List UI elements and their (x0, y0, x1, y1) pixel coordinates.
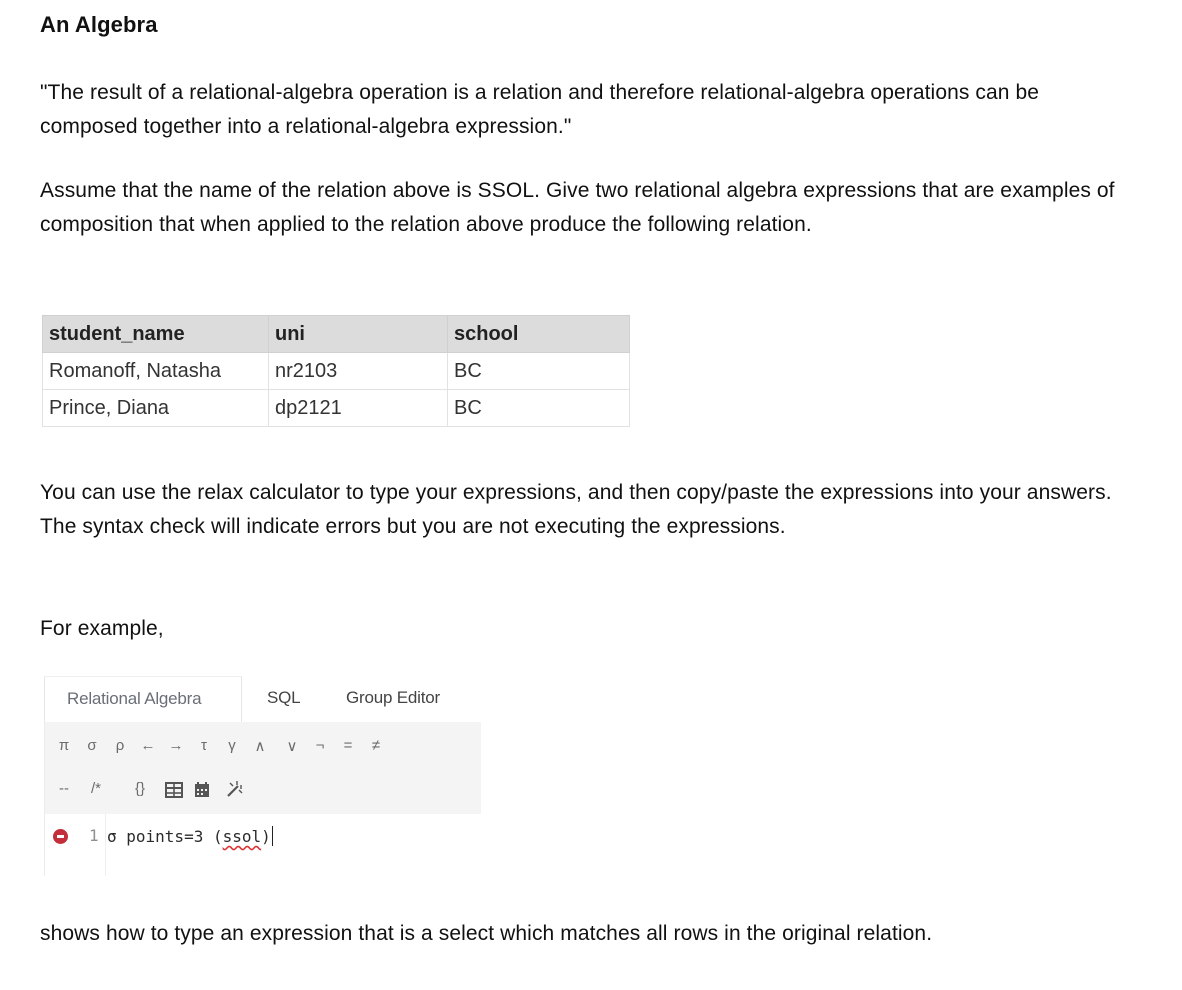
calculator-tabs (44, 676, 480, 722)
calculator-note-paragraph: You can use the relax calculator to type your expressions, and then copy/paste the expressions into your answers. The syntax check will indicate errors but you are not executing the expressions. (40, 481, 1112, 538)
table-row (43, 390, 630, 427)
line-number: 1 (89, 826, 99, 845)
error-icon (53, 829, 68, 844)
tab-group-editor[interactable]: Group Editor (346, 688, 440, 707)
table-cell: nr2103 (269, 353, 448, 390)
table-icon[interactable] (163, 782, 185, 802)
tab-sql[interactable]: SQL (267, 688, 301, 707)
rename-button[interactable]: ρ (115, 737, 125, 754)
example-label: For example, (40, 617, 164, 640)
table-cell: Romanoff, Natasha (43, 353, 269, 390)
expression-code[interactable] (107, 826, 273, 846)
relation-table (42, 315, 630, 427)
and-button[interactable]: ∧ (254, 738, 266, 755)
table-cell: BC (448, 390, 630, 427)
projection-button[interactable]: π (58, 737, 70, 754)
table-cell: Prince, Diana (43, 390, 269, 427)
calendar-icon[interactable] (191, 781, 213, 802)
selection-button[interactable]: σ (87, 737, 97, 754)
order-by-button[interactable]: τ (201, 737, 207, 754)
quote-paragraph: "The result of a relational-algebra operation is a relation and therefore relational-algebra operations can be composed together into a relational-algebra expression." (40, 81, 1040, 138)
table-cell: dp2121 (269, 390, 448, 427)
operator-toolbar (44, 722, 481, 814)
code-suffix: ) (261, 827, 271, 846)
instructions-paragraph: Assume that the name of the relation above is SSOL. Give two relational algebra expressions that are examples of composition that when applied to the relation above produce the following relation. (40, 179, 1115, 236)
line-comment-button[interactable]: -- (59, 780, 69, 797)
column-header: student_name (43, 316, 269, 353)
text-cursor (272, 826, 273, 846)
block-comment-button[interactable]: /* (90, 780, 101, 797)
tab-relational-algebra[interactable] (44, 676, 242, 723)
table-cell: BC (448, 353, 630, 390)
not-button[interactable]: ¬ (315, 737, 325, 754)
braces-button[interactable]: {} (134, 780, 146, 797)
table-row (43, 353, 630, 390)
column-header: school (448, 316, 630, 353)
magic-wand-icon[interactable] (223, 780, 245, 802)
code-prefix: σ points=3 ( (107, 827, 223, 846)
not-equals-button[interactable]: ≠ (371, 737, 381, 754)
page-title: An Algebra (40, 12, 158, 37)
equals-button[interactable]: = (343, 737, 353, 754)
tab-label: Relational Algebra (67, 689, 202, 708)
group-by-button[interactable]: γ (228, 737, 236, 754)
code-relation-name: ssol (222, 827, 262, 846)
closing-paragraph: shows how to type an expression that is a select which matches all rows in the original relation. (40, 922, 933, 945)
expression-editor[interactable] (44, 814, 481, 876)
table-header-row (43, 316, 630, 353)
assign-right-button[interactable]: → (168, 737, 184, 754)
column-header: uni (269, 316, 448, 353)
or-button[interactable]: ∨ (286, 738, 298, 755)
assign-left-button[interactable]: ← (140, 737, 156, 754)
editor-gutter (45, 814, 106, 876)
relax-calculator-screenshot (44, 676, 480, 876)
